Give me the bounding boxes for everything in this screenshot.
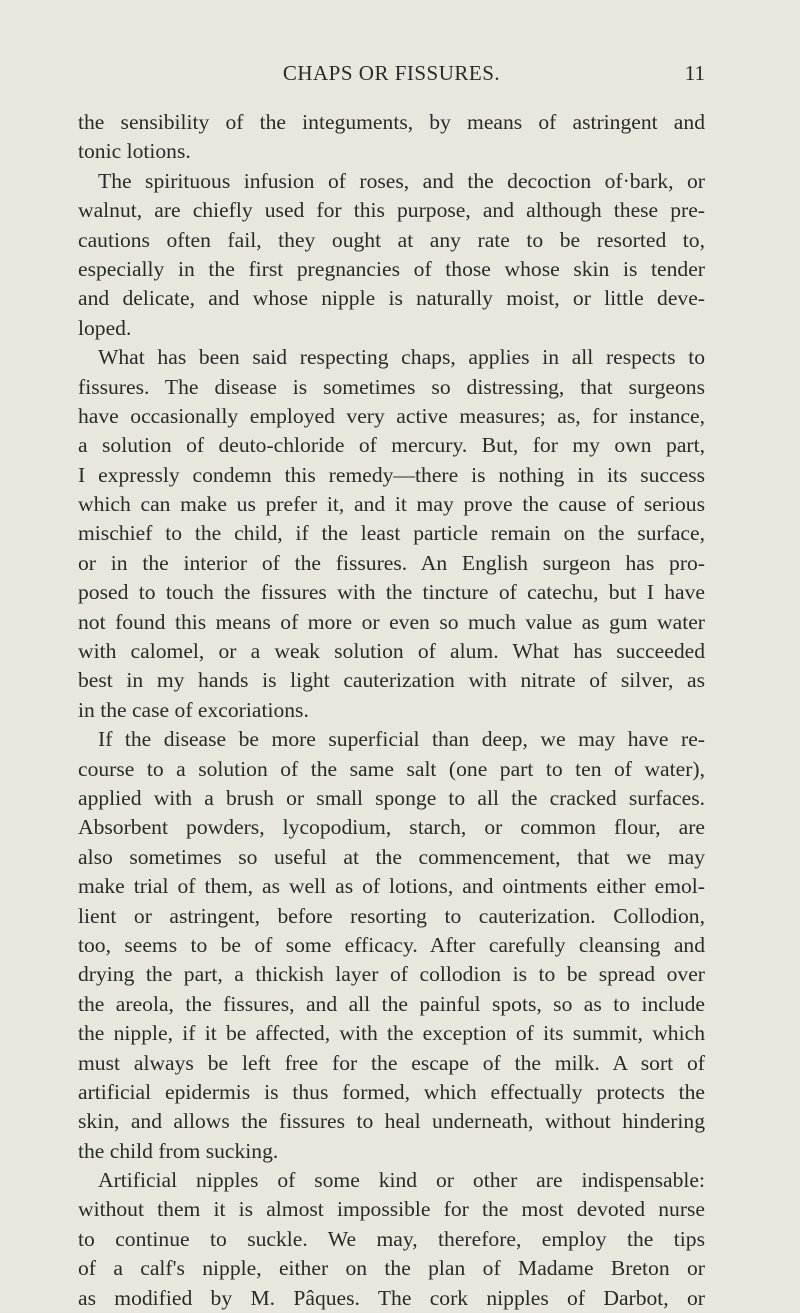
text-line: lient or astringent, before resorting to cauterization. Collodion,: [78, 903, 705, 928]
text-line: skin, and allows the fissures to heal underneath, without hindering: [78, 1109, 705, 1134]
text-line: a solution of deuto-chloride of mercury. But, for my own part,: [78, 433, 705, 458]
text-line: of a calf's nipple, either on the plan of Madame Breton or: [78, 1256, 705, 1281]
text-line: If the disease be more superficial than deep, we may have re-: [98, 727, 705, 752]
text-line: and delicate, and whose nipple is naturally moist, or little deve-: [78, 286, 705, 311]
text-line: especially in the first pregnancies of those whose skin is tender: [78, 256, 705, 281]
text-line: the child from sucking.: [78, 1138, 279, 1163]
body-text: [78, 108, 705, 1313]
text-line: also sometimes so useful at the commencement, that we may: [78, 844, 705, 869]
text-line: with calomel, or a weak solution of alum. What has succeeded: [78, 639, 705, 664]
text-line: walnut, are chiefly used for this purpose, and although these pre-: [78, 198, 705, 223]
text-line: which can make us prefer it, and it may prove the cause of serious: [78, 492, 705, 517]
text-line: the nipple, if it be affected, with the exception of its summit, which: [78, 1021, 705, 1046]
text-line: tonic lotions.: [78, 139, 191, 164]
text-line: mischief to the child, if the least particle remain on the surface,: [78, 521, 705, 546]
text-line: or in the interior of the fissures. An English surgeon has pro-: [78, 550, 705, 575]
text-line: too, seems to be of some efficacy. After carefully cleansing and: [78, 932, 705, 957]
text-line: the sensibility of the integuments, by means of astringent and: [78, 110, 705, 134]
text-line: drying the part, a thickish layer of collodion is to be spread over: [78, 962, 705, 987]
text-line: without them it is almost impossible for the most devoted nurse: [78, 1197, 705, 1222]
text-line: Artificial nipples of some kind or other are indispensable:: [98, 1168, 705, 1193]
text-line: cautions often fail, they ought at any rate to be resorted to,: [78, 227, 705, 252]
text-line: to continue to suckle. We may, therefore, employ the tips: [78, 1226, 705, 1251]
text-line: course to a solution of the same salt (one part to ten of water),: [78, 756, 705, 781]
text-line: in the case of excoriations.: [78, 697, 309, 722]
text-line: fissures. The disease is sometimes so distressing, that surgeons: [78, 374, 705, 399]
page-header: [78, 58, 705, 88]
text-line: best in my hands is light cauterization with nitrate of silver, as: [78, 668, 705, 693]
text-line: not found this means of more or even so much value as gum water: [78, 609, 705, 634]
text-line: the areola, the fissures, and all the painful spots, so as to include: [78, 991, 705, 1016]
text-line: loped.: [78, 315, 132, 340]
running-title: CHAPS OR FISSURES.: [282, 61, 501, 85]
text-line: artificial epidermis is thus formed, which effectually protects the: [78, 1079, 705, 1104]
text-line: have occasionally employed very active measures; as, for instance,: [78, 403, 705, 428]
text-line: as modified by M. Pâques. The cork nipples of Darbot, or: [78, 1285, 705, 1310]
text-line: applied with a brush or small sponge to all the cracked surfaces.: [78, 785, 705, 810]
text-line: I expressly condemn this remedy—there is nothing in its success: [78, 462, 705, 487]
text-line: The spirituous infusion of roses, and the decoction of·bark, or: [98, 168, 705, 193]
page-number: 11: [684, 61, 705, 85]
text-line: posed to touch the fissures with the tincture of catechu, but I have: [78, 580, 705, 605]
text-line: must always be left free for the escape of the milk. A sort of: [78, 1050, 705, 1075]
text-line: make trial of them, as well as of lotions, and ointments either emol-: [78, 874, 705, 899]
text-line: Absorbent powders, lycopodium, starch, or common flour, are: [78, 815, 705, 840]
text-line: What has been said respecting chaps, applies in all respects to: [98, 345, 705, 370]
